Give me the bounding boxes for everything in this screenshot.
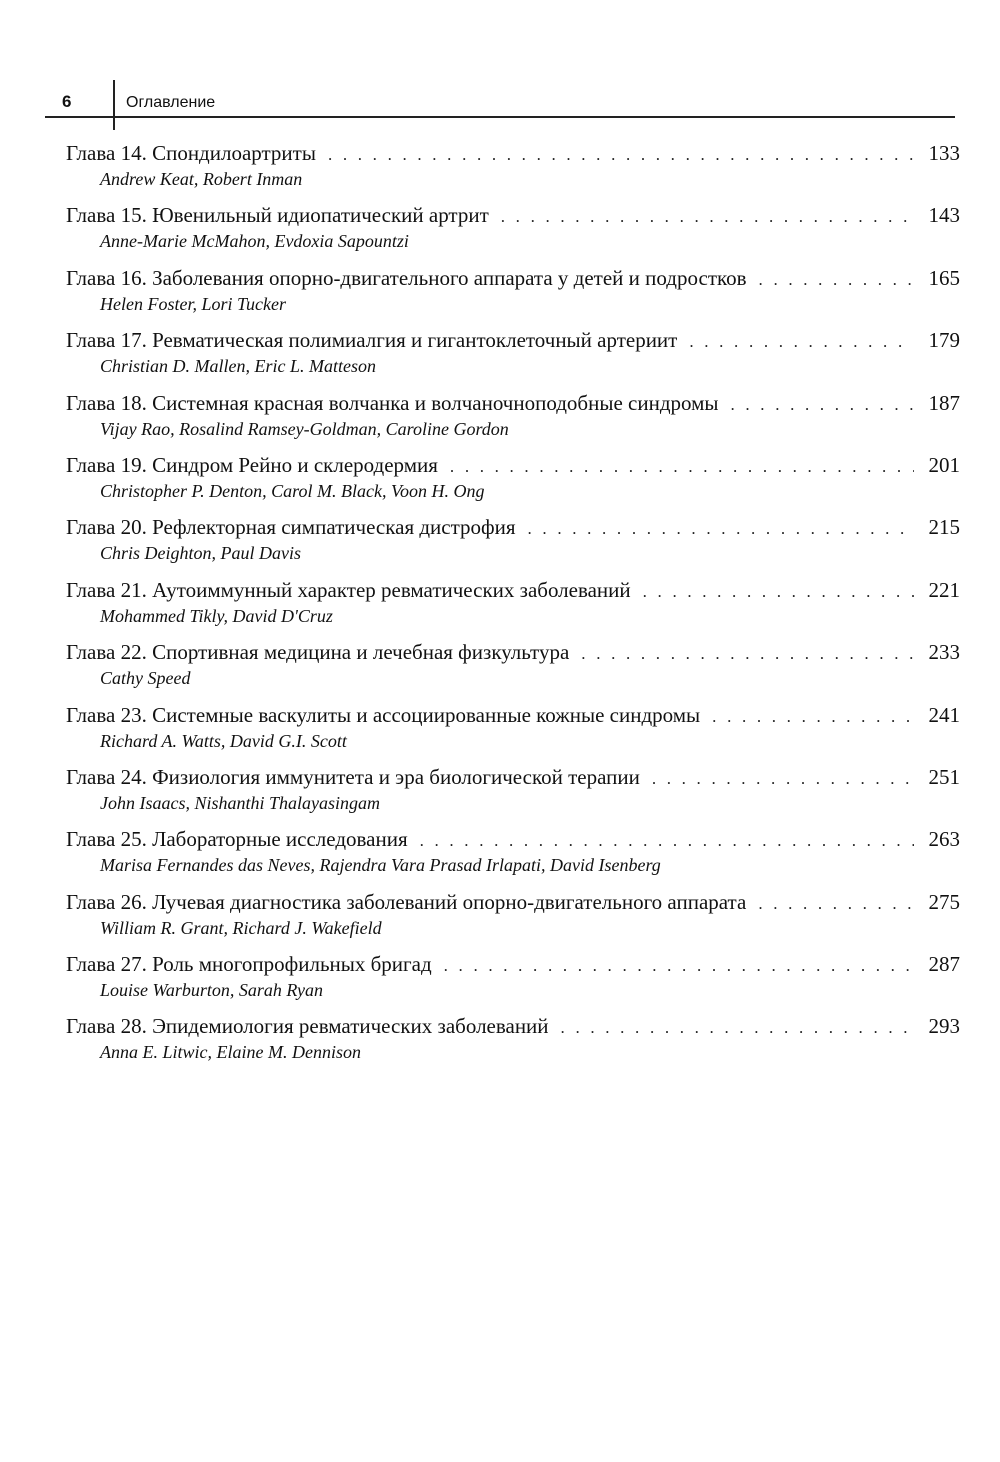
chapter-page-number: 275 [928,889,960,914]
dot-leader [528,516,914,542]
chapter-page-number: 143 [928,203,960,228]
chapter-title: Глава 18. Системная красная волчанка и волчаночноподобные синдромы [66,390,719,415]
dot-leader [444,953,914,979]
toc-title-line [66,1013,960,1041]
toc-title-line [66,889,960,917]
chapter-authors: William R. Grant, Richard J. Wakefield [100,917,382,938]
chapter-authors: Anne-Marie McMahon, Evdoxia Sapountzi [100,231,409,252]
chapter-page-number: 251 [928,764,960,789]
running-header [0,0,1000,130]
dot-leader [731,392,915,418]
dot-leader [652,766,914,792]
toc-entry [66,390,960,452]
dot-leader [581,641,914,667]
chapter-authors: Andrew Keat, Robert Inman [100,169,303,189]
toc-title-line [66,514,960,542]
chapter-title: Глава 22. Спортивная медицина и лечебная физкультура [66,640,570,665]
toc-entry [66,265,960,327]
chapter-title: Глава 26. Лучевая диагностика заболеваний опорно-двигательного аппарата [66,889,747,914]
chapter-authors: Cathy Speed [100,668,191,689]
toc-title-line [66,577,960,605]
dot-leader [450,454,914,480]
chapter-authors: Christian D. Mallen, Eric L. Matteson [100,356,376,377]
chapter-title: Глава 25. Лабораторные исследования [66,827,408,852]
chapter-title: Глава 24. Физиология иммунитета и эра биологической терапии [66,764,640,789]
chapter-title: Глава 17. Ревматическая полимиалгия и гигантоклеточный артериит [66,328,678,353]
dot-leader [759,267,914,293]
dot-leader [328,142,914,168]
toc-entry [66,702,960,764]
page-number: 6 [62,92,72,111]
chapter-authors: Helen Foster, Lori Tucker [100,293,286,314]
table-of-contents [66,140,960,1076]
toc-entry [66,514,960,576]
toc-title-line [66,826,960,854]
chapter-authors: Chris Deighton, Paul Davis [100,543,301,564]
toc-entry [66,577,960,639]
chapter-authors: Anna E. Litwic, Elaine M. Dennison [100,1042,361,1063]
chapter-page-number: 287 [928,952,960,977]
chapter-authors: Christopher P. Denton, Carol M. Black, Voon H. Ong [100,480,485,501]
toc-title-line [66,140,960,168]
chapter-page-number: 165 [928,265,960,290]
chapter-authors: Richard A. Watts, David G.I. Scott [100,730,347,751]
header-rule [45,116,955,118]
header-divider-vertical [113,80,115,130]
chapter-authors: John Isaacs, Nishanthi Thalayasingam [100,792,381,813]
chapter-authors: Vijay Rao, Rosalind Ramsey-Goldman, Caroline Gordon [100,418,509,439]
toc-title-line [66,390,960,418]
toc-title-line [66,764,960,792]
toc-entry [66,889,960,951]
toc-entry [66,1013,960,1075]
chapter-page-number: 263 [928,827,960,852]
toc-title-line [66,265,960,293]
dot-leader [643,579,914,605]
chapter-title: Глава 28. Эпидемиология ревматических заболеваний [66,1014,549,1039]
chapter-page-number: 179 [928,328,960,353]
toc-entry [66,327,960,389]
toc-entry [66,452,960,514]
chapter-page-number: 293 [928,1014,960,1039]
chapter-title: Глава 19. Синдром Рейно и склеродермия [66,452,438,477]
chapter-title: Глава 16. Заболевания опорно-двигательного аппарата у детей и подростков [66,265,747,290]
chapter-authors: Marisa Fernandes das Neves, Rajendra Vara Prasad Irlapati, David Isenberg [100,855,661,876]
toc-entry [66,764,960,826]
chapter-title: Глава 14. Спондилоартриты [66,141,316,165]
toc-title-line [66,951,960,979]
toc-title-line [66,327,960,355]
dot-leader [689,329,914,355]
chapter-page-number: 201 [928,452,960,477]
chapter-page-number: 133 [928,141,960,165]
chapter-page-number: 241 [928,702,960,727]
dot-leader [501,204,914,230]
toc-entry [66,951,960,1013]
toc-title-line [66,452,960,480]
chapter-title: Глава 15. Ювенильный идиопатический артрит [66,203,489,228]
dot-leader [712,704,914,730]
toc-title-line [66,639,960,667]
chapter-title: Глава 23. Системные васкулиты и ассоциированные кожные синдромы [66,702,701,727]
chapter-authors: Mohammed Tikly, David D'Cruz [100,605,333,626]
toc-title-line [66,702,960,730]
dot-leader [561,1015,914,1041]
chapter-page-number: 221 [928,577,960,602]
toc-entry [66,202,960,264]
toc-title-line [66,202,960,230]
chapter-title: Глава 27. Роль многопрофильных бригад [66,952,432,977]
chapter-title: Глава 21. Аутоиммунный характер ревматических заболеваний [66,577,631,602]
chapter-title: Глава 20. Рефлекторная симпатическая дистрофия [66,515,516,540]
section-title: Оглавление [126,94,216,111]
toc-entry [66,826,960,888]
dot-leader [420,828,914,854]
toc-entry [66,140,960,202]
chapter-page-number: 233 [928,640,960,665]
chapter-authors: Louise Warburton, Sarah Ryan [100,980,324,1001]
dot-leader [758,891,914,917]
toc-entry [66,639,960,701]
chapter-page-number: 215 [928,515,960,540]
chapter-page-number: 187 [928,390,960,415]
